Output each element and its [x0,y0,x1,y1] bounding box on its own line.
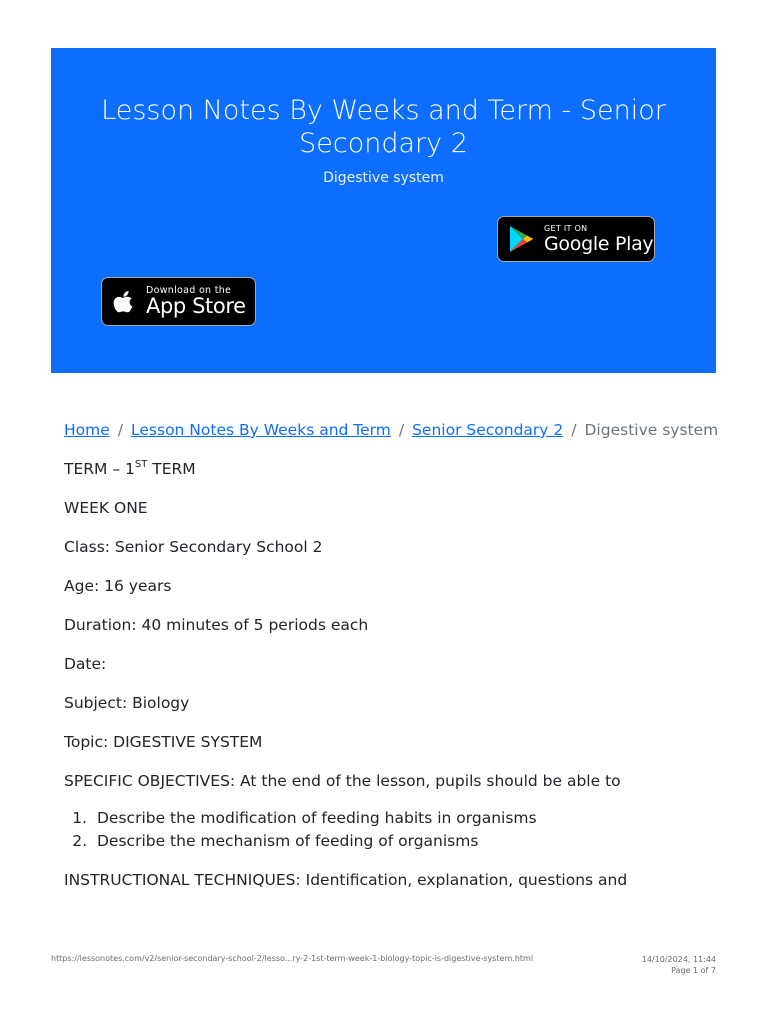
objectives-list [64,807,704,853]
breadcrumb-separator: / [117,421,124,439]
term-suffix: TERM [147,460,196,478]
footer-datetime: 14/10/2024, 11:44 [641,955,716,964]
list-item-number: 1. [72,809,87,827]
breadcrumb-separator: / [398,421,405,439]
list-item [64,807,704,830]
techniques-line: INSTRUCTIONAL TECHNIQUES: Identification, explanation, questions and [64,871,628,889]
breadcrumb-link-lesson-notes[interactable]: Lesson Notes By Weeks and Term [131,421,391,439]
term-line [64,458,704,497]
duration-line: Duration: 40 minutes of 5 periods each [64,616,369,634]
list-item-text: Describe the modification of feeding habits in organisms [97,809,537,827]
google-play-icon [498,216,544,262]
google-play-big-text: Google Play [544,232,654,255]
lesson-content [64,458,704,908]
app-store-button[interactable] [101,277,256,326]
footer-url: https://lessonotes.com/v2/senior-secondary-school-2/lesso...ry-2-1st-term-week-1-biology-topic-is-digestive-system.html [51,954,534,963]
app-store-big-text: App Store [146,294,246,319]
topic-line: Topic: DIGESTIVE SYSTEM [64,733,263,751]
week-line: WEEK ONE [64,499,148,517]
subject-line: Subject: Biology [64,694,190,712]
age-line: Age: 16 years [64,577,172,595]
page-subtitle: Digestive system [323,170,444,186]
page-title: Lesson Notes By Weeks and Term - Senior Secondary 2 [101,95,666,159]
objectives-intro: SPECIFIC OBJECTIVES: At the end of the lesson, pupils should be able to [64,772,621,790]
date-line: Date: [64,655,107,673]
term-superscript: ST [134,459,148,470]
apple-icon [102,277,146,326]
list-item [64,830,704,853]
google-play-small-text: GET IT ON [544,223,588,233]
breadcrumb-separator: / [571,421,577,439]
app-store-small-text: Download on the [146,284,232,296]
breadcrumb-current: Digestive system [584,421,719,439]
breadcrumb [64,421,718,439]
footer-page-number: Page 1 of 7 [671,966,716,975]
hero-banner [51,48,716,373]
breadcrumb-link-home[interactable]: Home [64,421,110,439]
breadcrumb-link-senior-secondary-2[interactable]: Senior Secondary 2 [412,421,564,439]
term-prefix: TERM – 1 [64,460,135,478]
class-line: Class: Senior Secondary School 2 [64,538,323,556]
list-item-text: Describe the mechanism of feeding of organisms [97,832,479,850]
google-play-button[interactable] [497,216,655,262]
list-item-number: 2. [72,832,87,850]
